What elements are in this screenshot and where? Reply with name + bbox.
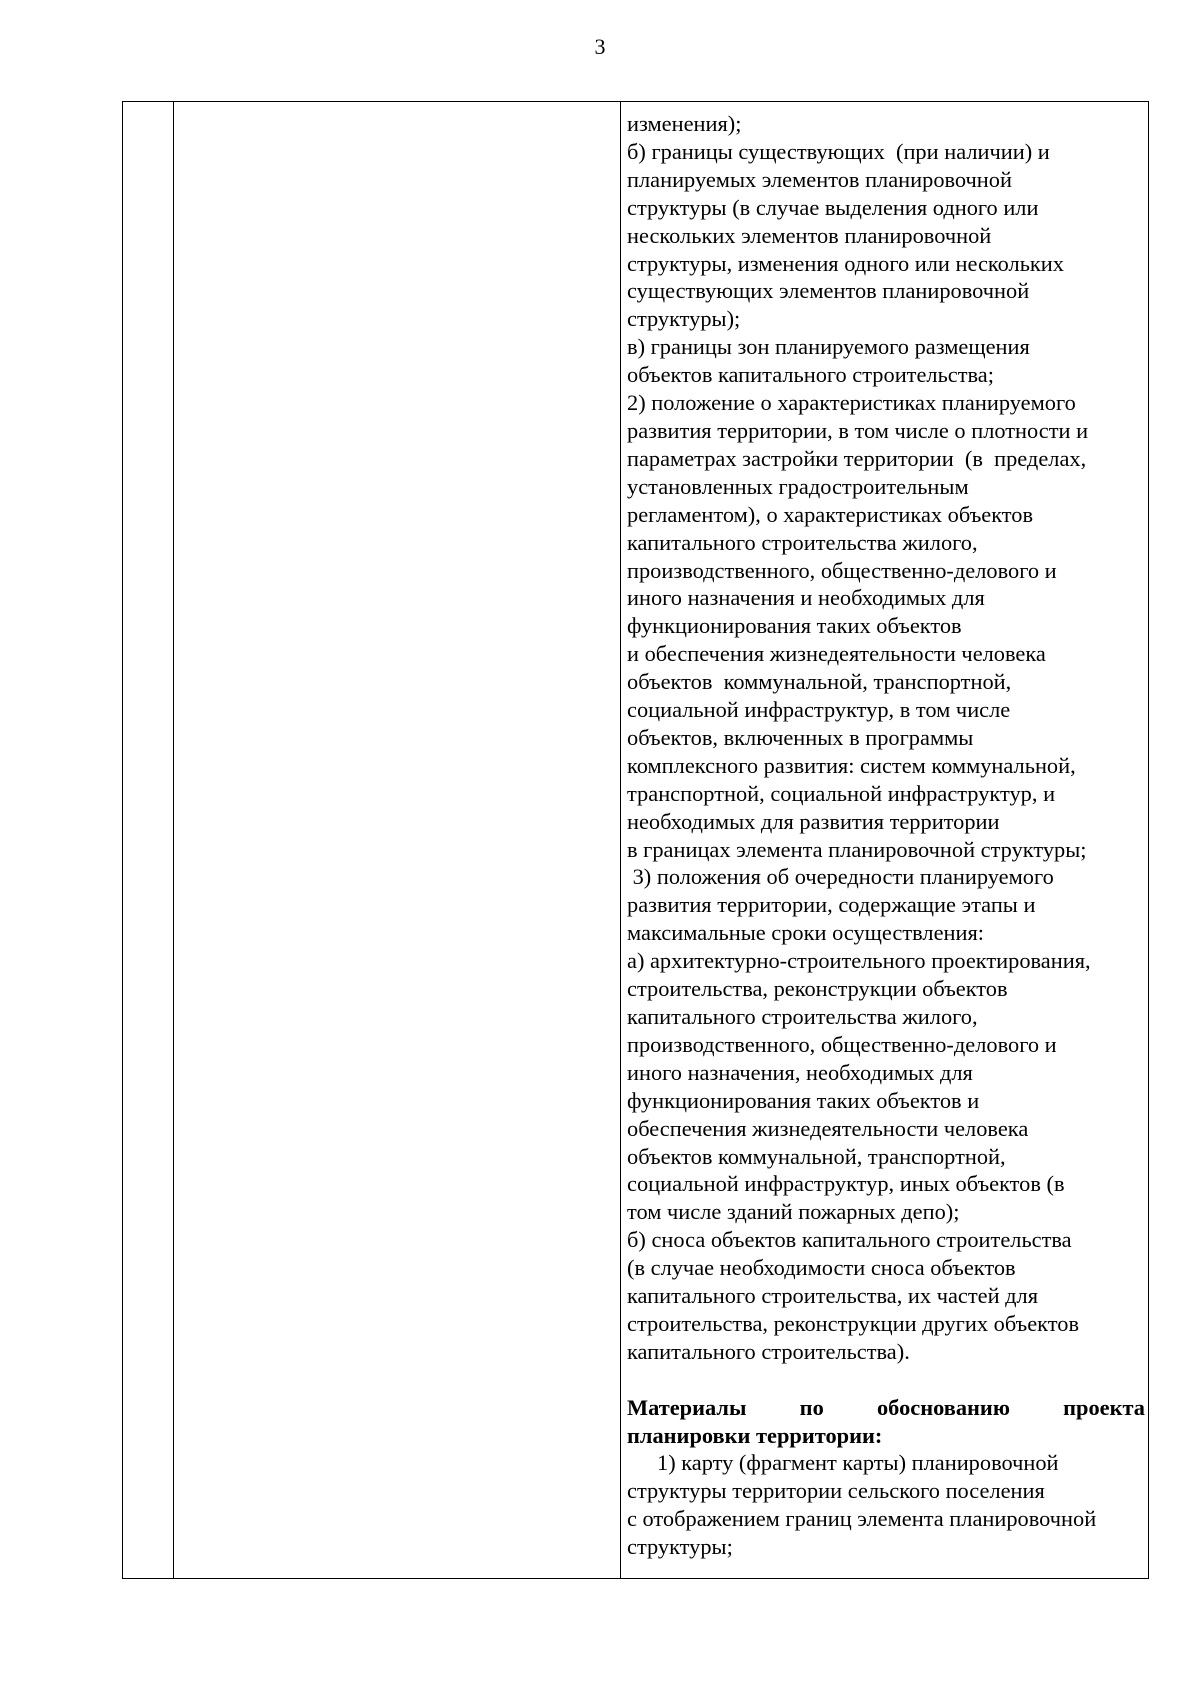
text-line: социальной инфраструктур, иных объектов (в <box>627 1171 1065 1197</box>
column-divider-1 <box>173 102 174 1578</box>
page-number: 3 <box>594 34 606 59</box>
text-line: обеспечения жизнедеятельности человека <box>627 1115 1029 1141</box>
text-line: существующих элементов планировочной <box>627 278 1030 304</box>
text-line: параметрах застройки территории (в пределах, <box>627 445 1087 471</box>
text-line: строительства, реконструкции объектов <box>627 976 1008 1002</box>
text-line: капитального строительства). <box>627 1338 910 1364</box>
text-line: иного назначения и необходимых для <box>627 585 985 611</box>
text-line: иного назначения, необходимых для <box>627 1059 973 1085</box>
text-line: строительства, реконструкции других объектов <box>627 1310 1080 1336</box>
heading-word: Материалы <box>627 1394 747 1420</box>
text-line: в границах элемента планировочной структуры; <box>627 836 1087 862</box>
text-line: капитального строительства жилого, <box>627 529 978 555</box>
text-line: необходимых для развития территории <box>627 808 1000 834</box>
text-line: регламентом), о характеристиках объектов <box>627 501 1034 527</box>
text-line: функционирования таких объектов и <box>627 1087 980 1113</box>
text-line: производственного, общественно-делового и <box>627 557 1057 583</box>
heading-word: проекта <box>1063 1394 1145 1420</box>
text-line: структуры территории сельского поселения <box>627 1478 1045 1504</box>
text-line: развития территории, в том числе о плотности и <box>627 417 1089 443</box>
text-line: структуры, изменения одного или нескольких <box>627 250 1064 276</box>
text-line: объектов капитального строительства; <box>627 362 994 388</box>
text-line: капитального строительства, их частей для <box>627 1283 1039 1309</box>
text-line: 1) карту (фрагмент карты) планировочной <box>657 1450 1059 1476</box>
text-line: б) сноса объектов капитального строительства <box>627 1227 1072 1253</box>
text-line: объектов коммунальной, транспортной, <box>627 1143 1006 1169</box>
text-line: нескольких элементов планировочной <box>627 222 992 248</box>
text-line: транспортной, социальной инфраструктур, и <box>627 780 1056 806</box>
text-line: капитального строительства жилого, <box>627 1004 978 1029</box>
text-line: структуры; <box>627 1534 733 1560</box>
text-line: комплексного развития: систем коммунальной, <box>627 752 1076 778</box>
text-line: а) архитектурно-строительного проектирования, <box>627 948 1091 974</box>
text-line: функционирования таких объектов <box>627 613 962 639</box>
text-line: производственного, общественно-делового и <box>627 1031 1057 1057</box>
text-line: социальной инфраструктур, в том числе <box>627 697 1011 723</box>
text-line: б) границы существующих (при наличии) и <box>627 138 1050 164</box>
text-line: максимальные сроки осуществления: <box>627 920 985 946</box>
text-line: с отображением границ элемента планировочной <box>627 1506 1097 1532</box>
column-divider-2 <box>620 102 621 1578</box>
text-line: в) границы зон планируемого размещения <box>627 334 1030 360</box>
table-cell-content <box>627 110 1145 1561</box>
text-line: (в случае необходимости сноса объектов <box>627 1255 1016 1281</box>
text-line: 3) положения об очередности планируемого <box>627 864 1054 890</box>
text-line: установленных градостроительным <box>627 473 969 499</box>
text-line: структуры (в случае выделения одного или <box>627 194 1039 220</box>
section-heading-line-1 <box>627 1394 1145 1422</box>
text-line: объектов коммунальной, транспортной, <box>627 669 1012 695</box>
section-heading-line-2: планировки территории: <box>627 1422 883 1448</box>
heading-word: по <box>799 1394 824 1420</box>
text-line: 2) положение о характеристиках планируемого <box>627 390 1076 416</box>
document-table <box>122 101 1149 1579</box>
text-line: развития территории, содержащие этапы и <box>627 892 1036 918</box>
text-line: объектов, включенных в программы <box>627 724 974 750</box>
text-line: структуры); <box>627 306 741 332</box>
heading-word: обоснованию <box>876 1394 1010 1420</box>
text-line: изменения); <box>627 111 742 136</box>
text-line: планируемых элементов планировочной <box>627 166 1012 192</box>
text-line: том числе зданий пожарных депо); <box>627 1199 960 1225</box>
blank-line <box>627 1366 1145 1394</box>
text-line: и обеспечения жизнедеятельности человека <box>627 641 1046 667</box>
